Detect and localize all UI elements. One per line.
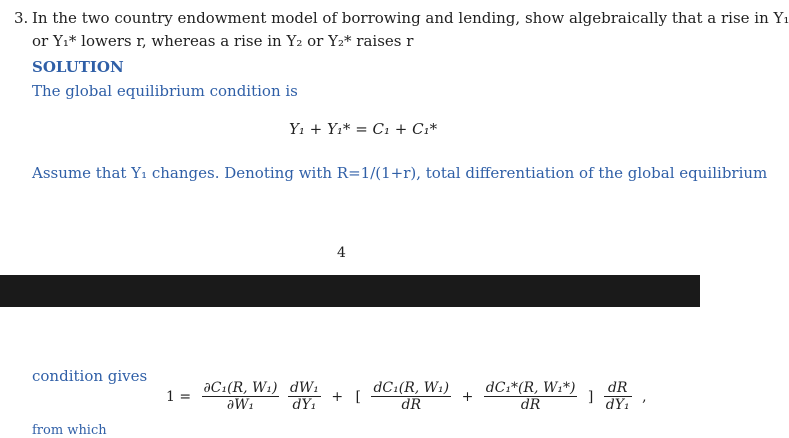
- solution-heading: SOLUTION: [32, 58, 124, 76]
- fraction-numerator: dR: [604, 380, 632, 397]
- bracket-open: [: [355, 388, 362, 405]
- differentiation-equation: [162, 380, 651, 413]
- condition-label: condition gives: [32, 367, 148, 385]
- solution-intro: The global equilibrium condition is: [32, 82, 298, 100]
- partial-next-line: from which: [32, 423, 107, 438]
- fraction-numerator: dC₁*(R, W₁*): [485, 380, 576, 396]
- fraction-dCstar-dR: [484, 380, 578, 413]
- fraction-denominator: ∂W₁: [226, 397, 255, 413]
- plus-sign: +: [461, 388, 474, 405]
- fraction-dC-dW: [202, 380, 280, 413]
- assumption-text: Assume that Y₁ changes. Denoting with R=1/(1+r), total differentiation of the global equilibrium: [32, 164, 768, 182]
- fraction-denominator: dR: [520, 397, 541, 413]
- fraction-dW-dY: [288, 380, 321, 413]
- trailing-comma: ,: [642, 388, 647, 405]
- equilibrium-equation: Y₁ + Y₁* = C₁ + C₁*: [289, 120, 438, 138]
- eq-lhs: 1 =: [166, 388, 192, 405]
- plus-sign: +: [331, 388, 344, 405]
- fraction-dR-dY: [604, 380, 632, 413]
- page-number: 4: [337, 245, 346, 261]
- fraction-numerator: dW₁: [289, 380, 319, 396]
- fraction-numerator: ∂C₁(R, W₁): [203, 380, 278, 396]
- question-text-line2: or Y₁* lowers r, whereas a rise in Y₂ or Y₂* raises r: [32, 32, 414, 50]
- question-number: 3.: [14, 9, 29, 27]
- question-text-line1: In the two country endowment model of borrowing and lending, show algebraically that a rise in Y₁: [32, 9, 789, 27]
- fraction-dC-dR: [371, 380, 451, 413]
- bracket-close: ]: [587, 388, 594, 405]
- fraction-denominator: dR: [401, 397, 422, 413]
- fraction-denominator: dY₁: [605, 397, 630, 413]
- fraction-numerator: dC₁(R, W₁): [373, 380, 450, 396]
- page-break-bar: [0, 275, 700, 307]
- fraction-denominator: dY₁: [292, 397, 317, 413]
